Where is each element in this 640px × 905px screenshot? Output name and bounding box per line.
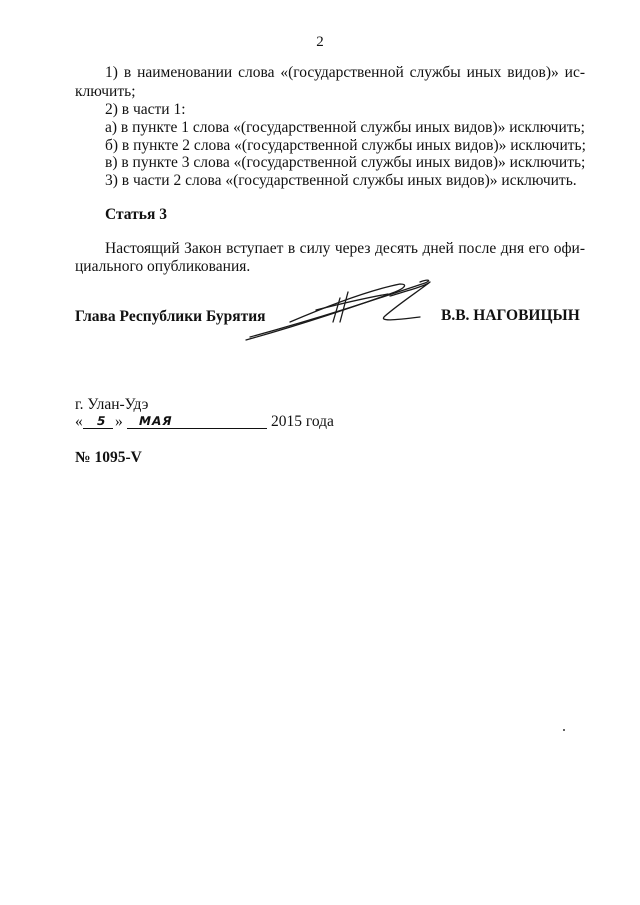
article-heading: Статья 3 [105,206,167,223]
date-day: 5 [95,414,108,428]
date-open-quote: « [75,413,83,430]
signatory-position: Глава Республики Бурятия [75,308,266,325]
place-of-signing: г. Улан-Удэ [75,396,149,413]
article-text-line-2: циального опубликования. [75,258,251,275]
amendment-item-1-line-2: ключить; [75,83,136,100]
amendment-item-2b: б) в пункте 2 слова «(государственной службы иных видов)» исключить; [105,137,586,154]
article-text-line-1: Настоящий Закон вступает в силу через десять дней после дня его офи- [105,240,585,257]
amendment-item-2: 2) в части 1: [105,101,186,118]
date-month-underline [127,428,267,429]
law-number: № 1095-V [75,449,142,466]
date-year: 2015 года [271,413,334,430]
amendment-item-2c: в) в пункте 3 слова «(государственной службы иных видов)» исключить; [105,154,586,171]
amendment-item-3: 3) в части 2 слова «(государственной службы иных видов)» исключить. [105,172,577,189]
amendment-item-2a: а) в пункте 1 слова «(государственной службы иных видов)» исключить; [105,119,585,136]
date-close-quote: » [115,413,123,430]
date-month: МАЯ [137,414,174,428]
page-number: 2 [316,34,324,50]
signatory-name: В.В. НАГОВИЦЫН [441,307,580,324]
date-day-underline [83,428,113,429]
amendment-item-1-line-1: 1) в наименовании слова «(государственной службы иных видов)» ис- [105,64,585,81]
scan-speck [563,729,565,731]
